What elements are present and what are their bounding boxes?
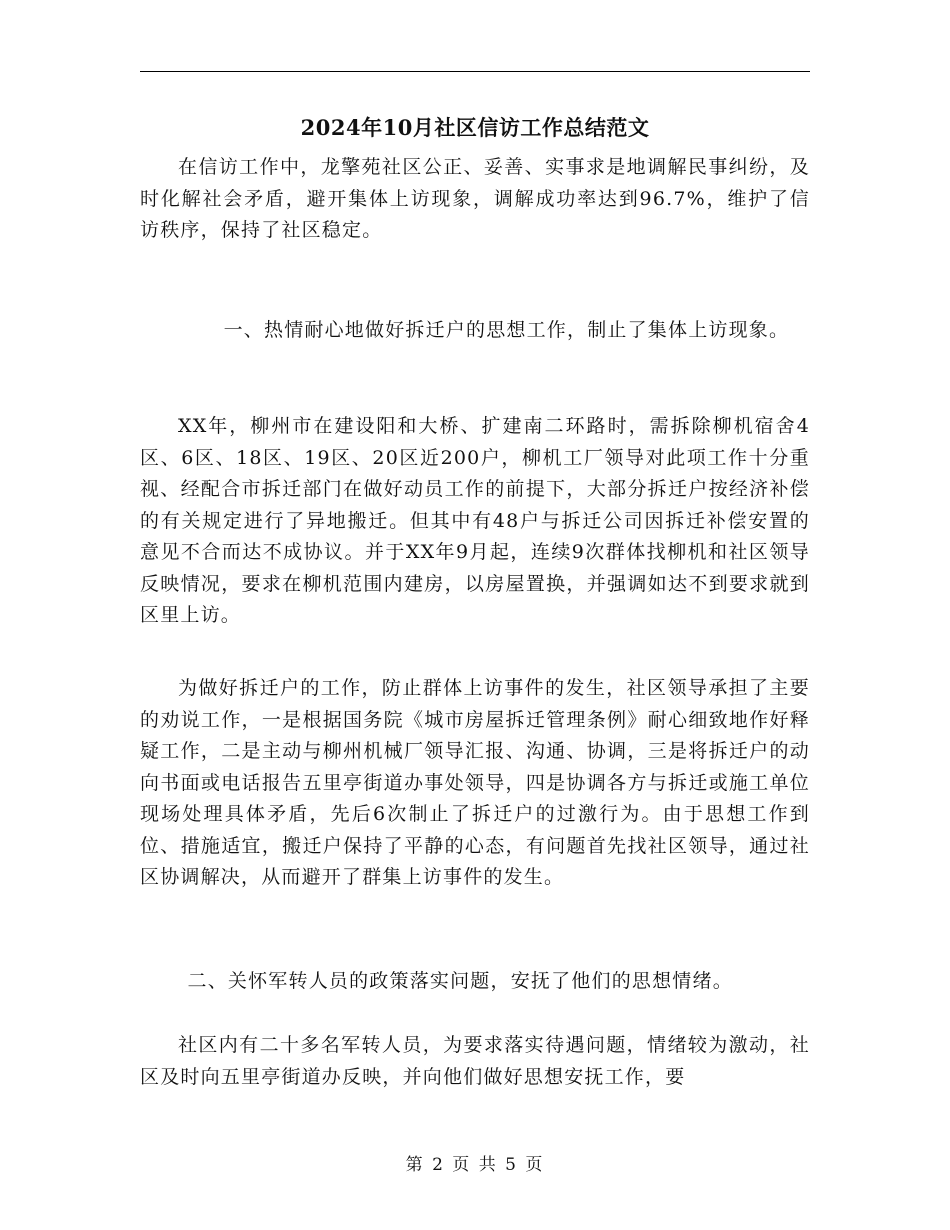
section-heading-1: 一、热情耐心地做好拆迁户的思想工作，制止了集体上访现象。 <box>223 319 790 341</box>
body-paragraph: 为做好拆迁户的工作，防止群体上访事件的发生，社区领导承担了主要的劝说工作，一是根据国务院《城市房屋拆迁管理条例》耐心细致地作好释疑工作，二是主动与柳州机械厂领导汇报、沟通、协调，三是将拆迁户的动向书面或电话报告五里亭街道办事处领导，四是协调各方与拆迁或施工单位现场处理具体矛盾，先后6次制止了拆迁户的过激行为。由于思想工作到位、措施适宜，搬迁户保持了平静的心态，有问题首先找社区领导，通过社区协调解决，从而避开了群集上访事件的发生。 <box>140 677 810 888</box>
intro-paragraph: 在信访工作中，龙擎苑社区公正、妥善、实事求是地调解民事纠纷，及时化解社会矛盾，避开集体上访现象，调解成功率达到96.7%，维护了信访秩序，保持了社区稳定。 <box>140 156 810 241</box>
body-paragraph: 社区内有二十多名军转人员，为要求落实待遇问题，情绪较为激动，社区及时向五里亭街道办反映，并向他们做好思想安抚工作，要 <box>140 1034 810 1088</box>
body-paragraph: XX年，柳州市在建设阳和大桥、扩建南二环路时，需拆除柳机宿舍4区、6区、18区、19区、20区近200户，柳机工厂领导对此项工作十分重视、经配合市拆迁部门在做好动员工作的前提下，大部分拆迁户按经济补偿的有关规定进行了异地搬迁。但其中有48户与拆迁公司因拆迁补偿安置的意见不合而达不成协议。并于XX年9月起，连续9次群体找柳机和社区领导反映情况，要求在柳机范围内建房，以房屋置换，并强调如达不到要求就到区里上访。 <box>140 415 810 626</box>
header-divider <box>140 71 810 72</box>
document-title: 2024年10月社区信访工作总结范文 <box>300 115 650 140</box>
section-heading-2: 二、关怀军转人员的政策落实问题，安抚了他们的思想情绪。 <box>187 970 733 992</box>
page-footer: 第 2 页 共 5 页 <box>405 1155 545 1175</box>
